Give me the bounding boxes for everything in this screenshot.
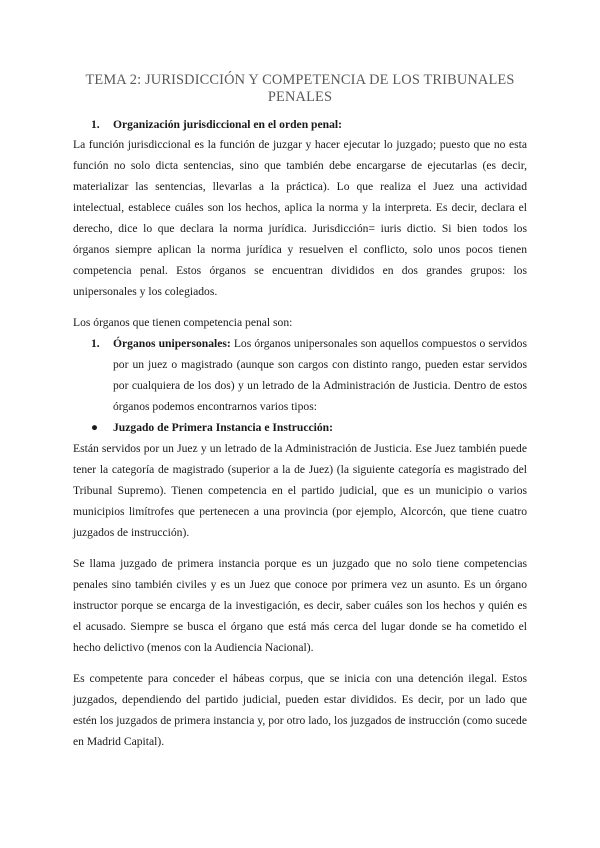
list-item-number: 1. bbox=[91, 337, 100, 350]
section-heading bbox=[91, 115, 527, 134]
list-item-text: Los órganos unipersonales son aquellos compuestos o servidos por un juez o magistrado (aunque son cargos con distinto rango, pueden estar servidos por cualquiera de los dos) y un letrado de la Administración de Justicia. Dentro de estos órganos podemos encontrarnos varios tipos: bbox=[113, 337, 527, 413]
list-item-body bbox=[113, 333, 527, 417]
paragraph-2: Se llama juzgado de primera instancia porque es un juzgado que no solo tiene competencias penales sino también civiles y es un Juez que conoce por primera vez un asunto. Es un órgano instructor porque se encarga de la investigación, es decir, saber cuáles son los hechos y quién es el acusado. Siempre se busca el órgano que está más cerca del lugar donde se ha cometido el hecho delictivo (menos con la Audiencia Nacional). bbox=[73, 557, 527, 654]
list-item-lead: Órganos unipersonales: bbox=[113, 337, 231, 350]
section-number: 1. bbox=[91, 118, 100, 131]
bullet-icon: ● bbox=[91, 421, 99, 434]
page-title: TEMA 2: JURISDICCIÓN Y COMPETENCIA DE LOS TRIBUNALES PENALES bbox=[85, 72, 515, 105]
section-paragraph: La función jurisdiccional es la función de juzgar y hacer ejecutar lo juzgado; puesto que no esta función no solo dicta sentencias, sino que también debe encargarse de ejecutarlas (es decir, materializar las sentencias, llevarlas a la práctica). Lo que realiza el Juez una actividad intelectual, establece cuáles son los hechos, aplica la norma y la interpreta. Es decir, declara el derecho, dice lo que declara la norma jurídica. Jurisdicción= iuris dictio. Si bien todos los órganos siempre aplican la norma jurídica y resuelven el conflicto, solo unos pocos tienen competencia penal. Estos órganos se encuentran divididos en dos grandes grupos: los unipersonales y los colegiados. bbox=[73, 138, 527, 298]
list-intro: Los órganos que tienen competencia penal son: bbox=[73, 316, 293, 329]
paragraph-3: Es competente para conceder el hábeas corpus, que se inicia con una detención ilegal. Estos juzgados, dependiendo del partido judicial, pueden estar divididos. Es decir, por un lado que estén los juzgados de primera instancia y, por otro lado, los juzgados de instrucción (como sucede en Madrid Capital). bbox=[73, 672, 527, 748]
paragraph-1: Están servidos por un Juez y un letrado de la Administración de Justicia. Ese Juez también puede tener la categoría de magistrado (superior a la de Juez) (la siguiente categoría es magistrado del Tribunal Supremo). Tienen competencia en el partido judicial, que es un municipio o varios municipios limítrofes que pertenecen a una provincia (por ejemplo, Alcorcón, que tiene cuatro juzgados de instrucción). bbox=[73, 442, 527, 539]
list-item bbox=[91, 333, 527, 417]
bullet-item bbox=[91, 417, 527, 438]
section-heading-text: Organización jurisdiccional en el orden penal: bbox=[113, 118, 342, 131]
bullet-heading: Juzgado de Primera Instancia e Instrucción: bbox=[113, 421, 333, 434]
